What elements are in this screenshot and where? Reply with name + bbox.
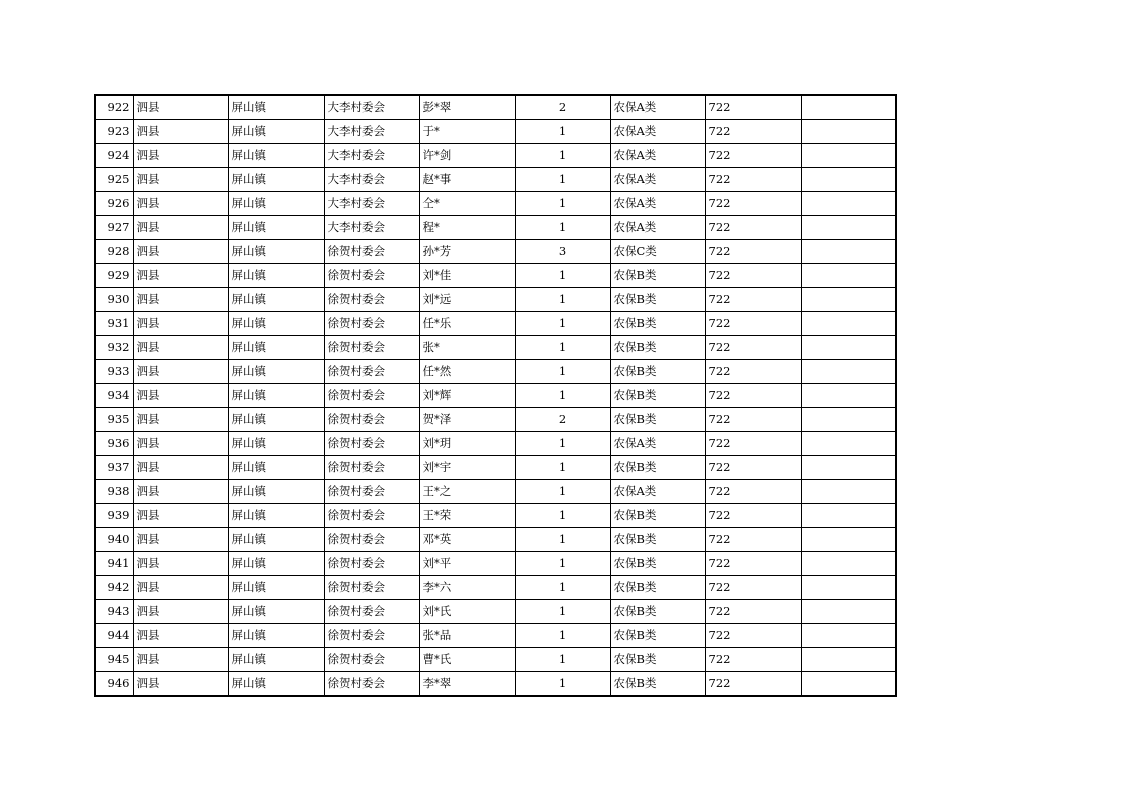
roster-table <box>94 94 897 697</box>
person-name-cell: 刘*平 <box>419 552 515 576</box>
village-committee-cell: 大李村委会 <box>324 192 419 216</box>
insurance-type-cell: 农保A类 <box>610 120 705 144</box>
note-cell <box>801 168 896 192</box>
county-cell: 泗县 <box>133 552 228 576</box>
table-row <box>95 480 896 504</box>
insurance-type-cell: 农保B类 <box>610 336 705 360</box>
amount-cell: 722 <box>705 528 801 552</box>
insurance-type-cell: 农保B类 <box>610 552 705 576</box>
person-name-cell: 任*然 <box>419 360 515 384</box>
table-row <box>95 240 896 264</box>
insurance-type-cell: 农保B类 <box>610 504 705 528</box>
insurance-type-cell: 农保B类 <box>610 528 705 552</box>
insurance-type-cell: 农保A类 <box>610 480 705 504</box>
row-number-cell: 945 <box>95 648 133 672</box>
note-cell <box>801 456 896 480</box>
row-number-cell: 937 <box>95 456 133 480</box>
amount-cell: 722 <box>705 336 801 360</box>
town-cell: 屏山镇 <box>228 480 324 504</box>
town-cell: 屏山镇 <box>228 95 324 120</box>
person-count-cell: 1 <box>515 648 610 672</box>
insurance-type-cell: 农保A类 <box>610 192 705 216</box>
county-cell: 泗县 <box>133 216 228 240</box>
amount-cell: 722 <box>705 600 801 624</box>
village-committee-cell: 大李村委会 <box>324 144 419 168</box>
person-count-cell: 2 <box>515 95 610 120</box>
note-cell <box>801 264 896 288</box>
insurance-type-cell: 农保B类 <box>610 648 705 672</box>
town-cell: 屏山镇 <box>228 360 324 384</box>
town-cell: 屏山镇 <box>228 120 324 144</box>
town-cell: 屏山镇 <box>228 432 324 456</box>
town-cell: 屏山镇 <box>228 168 324 192</box>
insurance-type-cell: 农保A类 <box>610 95 705 120</box>
person-name-cell: 于* <box>419 120 515 144</box>
town-cell: 屏山镇 <box>228 336 324 360</box>
table-row <box>95 216 896 240</box>
amount-cell: 722 <box>705 576 801 600</box>
person-count-cell: 1 <box>515 552 610 576</box>
person-count-cell: 1 <box>515 480 610 504</box>
insurance-type-cell: 农保B类 <box>610 624 705 648</box>
village-committee-cell: 徐贺村委会 <box>324 432 419 456</box>
insurance-type-cell: 农保B类 <box>610 456 705 480</box>
person-name-cell: 彭*翠 <box>419 95 515 120</box>
person-count-cell: 1 <box>515 216 610 240</box>
table-row <box>95 144 896 168</box>
town-cell: 屏山镇 <box>228 192 324 216</box>
table-row <box>95 648 896 672</box>
town-cell: 屏山镇 <box>228 264 324 288</box>
amount-cell: 722 <box>705 408 801 432</box>
town-cell: 屏山镇 <box>228 216 324 240</box>
village-committee-cell: 徐贺村委会 <box>324 648 419 672</box>
insurance-type-cell: 农保B类 <box>610 288 705 312</box>
person-name-cell: 刘*氏 <box>419 600 515 624</box>
person-count-cell: 3 <box>515 240 610 264</box>
amount-cell: 722 <box>705 504 801 528</box>
village-committee-cell: 徐贺村委会 <box>324 336 419 360</box>
insurance-type-cell: 农保A类 <box>610 144 705 168</box>
row-number-cell: 934 <box>95 384 133 408</box>
amount-cell: 722 <box>705 95 801 120</box>
town-cell: 屏山镇 <box>228 504 324 528</box>
table-row <box>95 528 896 552</box>
village-committee-cell: 徐贺村委会 <box>324 312 419 336</box>
insurance-type-cell: 农保B类 <box>610 576 705 600</box>
town-cell: 屏山镇 <box>228 576 324 600</box>
note-cell <box>801 288 896 312</box>
person-name-cell: 孙*芳 <box>419 240 515 264</box>
insurance-type-cell: 农保A类 <box>610 216 705 240</box>
note-cell <box>801 600 896 624</box>
county-cell: 泗县 <box>133 480 228 504</box>
person-name-cell: 刘*远 <box>419 288 515 312</box>
person-name-cell: 王*荣 <box>419 504 515 528</box>
person-name-cell: 刘*宇 <box>419 456 515 480</box>
note-cell <box>801 384 896 408</box>
table-row <box>95 192 896 216</box>
insurance-type-cell: 农保B类 <box>610 600 705 624</box>
town-cell: 屏山镇 <box>228 552 324 576</box>
table-row <box>95 95 896 120</box>
person-count-cell: 1 <box>515 360 610 384</box>
village-committee-cell: 大李村委会 <box>324 120 419 144</box>
town-cell: 屏山镇 <box>228 456 324 480</box>
note-cell <box>801 504 896 528</box>
county-cell: 泗县 <box>133 408 228 432</box>
village-committee-cell: 大李村委会 <box>324 95 419 120</box>
county-cell: 泗县 <box>133 264 228 288</box>
person-name-cell: 仝* <box>419 192 515 216</box>
note-cell <box>801 312 896 336</box>
table-row <box>95 600 896 624</box>
person-name-cell: 曹*氏 <box>419 648 515 672</box>
person-count-cell: 1 <box>515 384 610 408</box>
person-name-cell: 刘*辉 <box>419 384 515 408</box>
county-cell: 泗县 <box>133 528 228 552</box>
amount-cell: 722 <box>705 624 801 648</box>
row-number-cell: 942 <box>95 576 133 600</box>
village-committee-cell: 徐贺村委会 <box>324 528 419 552</box>
person-name-cell: 任*乐 <box>419 312 515 336</box>
town-cell: 屏山镇 <box>228 624 324 648</box>
town-cell: 屏山镇 <box>228 672 324 697</box>
amount-cell: 722 <box>705 672 801 697</box>
county-cell: 泗县 <box>133 168 228 192</box>
table-row <box>95 432 896 456</box>
table-row <box>95 456 896 480</box>
row-number-cell: 935 <box>95 408 133 432</box>
row-number-cell: 922 <box>95 95 133 120</box>
person-name-cell: 邓*英 <box>419 528 515 552</box>
note-cell <box>801 240 896 264</box>
row-number-cell: 933 <box>95 360 133 384</box>
row-number-cell: 944 <box>95 624 133 648</box>
town-cell: 屏山镇 <box>228 312 324 336</box>
person-count-cell: 1 <box>515 120 610 144</box>
table-row <box>95 120 896 144</box>
county-cell: 泗县 <box>133 672 228 697</box>
person-name-cell: 程* <box>419 216 515 240</box>
person-count-cell: 1 <box>515 504 610 528</box>
note-cell <box>801 120 896 144</box>
table-row <box>95 552 896 576</box>
note-cell <box>801 360 896 384</box>
person-count-cell: 1 <box>515 168 610 192</box>
table-row <box>95 336 896 360</box>
county-cell: 泗县 <box>133 240 228 264</box>
table-row <box>95 168 896 192</box>
village-committee-cell: 大李村委会 <box>324 216 419 240</box>
table-row <box>95 576 896 600</box>
village-committee-cell: 徐贺村委会 <box>324 360 419 384</box>
roster-table-body <box>95 95 896 696</box>
village-committee-cell: 徐贺村委会 <box>324 480 419 504</box>
row-number-cell: 929 <box>95 264 133 288</box>
insurance-type-cell: 农保B类 <box>610 384 705 408</box>
amount-cell: 722 <box>705 552 801 576</box>
village-committee-cell: 徐贺村委会 <box>324 576 419 600</box>
row-number-cell: 925 <box>95 168 133 192</box>
note-cell <box>801 552 896 576</box>
person-count-cell: 1 <box>515 336 610 360</box>
person-name-cell: 许*剑 <box>419 144 515 168</box>
county-cell: 泗县 <box>133 384 228 408</box>
village-committee-cell: 大李村委会 <box>324 168 419 192</box>
person-count-cell: 1 <box>515 624 610 648</box>
village-committee-cell: 徐贺村委会 <box>324 456 419 480</box>
person-count-cell: 1 <box>515 456 610 480</box>
table-row <box>95 360 896 384</box>
county-cell: 泗县 <box>133 576 228 600</box>
table-row <box>95 672 896 697</box>
town-cell: 屏山镇 <box>228 408 324 432</box>
amount-cell: 722 <box>705 648 801 672</box>
village-committee-cell: 徐贺村委会 <box>324 288 419 312</box>
county-cell: 泗县 <box>133 648 228 672</box>
amount-cell: 722 <box>705 168 801 192</box>
table-row <box>95 624 896 648</box>
village-committee-cell: 徐贺村委会 <box>324 672 419 697</box>
note-cell <box>801 192 896 216</box>
person-name-cell: 刘*玥 <box>419 432 515 456</box>
person-count-cell: 1 <box>515 264 610 288</box>
amount-cell: 722 <box>705 288 801 312</box>
note-cell <box>801 576 896 600</box>
amount-cell: 722 <box>705 192 801 216</box>
note-cell <box>801 432 896 456</box>
town-cell: 屏山镇 <box>228 528 324 552</box>
person-name-cell: 贺*泽 <box>419 408 515 432</box>
person-count-cell: 1 <box>515 600 610 624</box>
row-number-cell: 932 <box>95 336 133 360</box>
row-number-cell: 936 <box>95 432 133 456</box>
note-cell <box>801 672 896 697</box>
county-cell: 泗县 <box>133 144 228 168</box>
row-number-cell: 924 <box>95 144 133 168</box>
village-committee-cell: 徐贺村委会 <box>324 552 419 576</box>
insurance-type-cell: 农保B类 <box>610 264 705 288</box>
row-number-cell: 938 <box>95 480 133 504</box>
person-name-cell: 张*品 <box>419 624 515 648</box>
county-cell: 泗县 <box>133 192 228 216</box>
row-number-cell: 927 <box>95 216 133 240</box>
row-number-cell: 941 <box>95 552 133 576</box>
person-count-cell: 2 <box>515 408 610 432</box>
note-cell <box>801 336 896 360</box>
row-number-cell: 930 <box>95 288 133 312</box>
row-number-cell: 928 <box>95 240 133 264</box>
amount-cell: 722 <box>705 384 801 408</box>
amount-cell: 722 <box>705 360 801 384</box>
row-number-cell: 931 <box>95 312 133 336</box>
village-committee-cell: 徐贺村委会 <box>324 264 419 288</box>
person-name-cell: 刘*佳 <box>419 264 515 288</box>
county-cell: 泗县 <box>133 624 228 648</box>
county-cell: 泗县 <box>133 504 228 528</box>
person-count-cell: 1 <box>515 144 610 168</box>
town-cell: 屏山镇 <box>228 384 324 408</box>
amount-cell: 722 <box>705 216 801 240</box>
village-committee-cell: 徐贺村委会 <box>324 240 419 264</box>
table-row <box>95 264 896 288</box>
note-cell <box>801 624 896 648</box>
village-committee-cell: 徐贺村委会 <box>324 600 419 624</box>
county-cell: 泗县 <box>133 600 228 624</box>
village-committee-cell: 徐贺村委会 <box>324 408 419 432</box>
county-cell: 泗县 <box>133 95 228 120</box>
note-cell <box>801 95 896 120</box>
insurance-type-cell: 农保B类 <box>610 672 705 697</box>
town-cell: 屏山镇 <box>228 240 324 264</box>
note-cell <box>801 216 896 240</box>
row-number-cell: 923 <box>95 120 133 144</box>
note-cell <box>801 480 896 504</box>
county-cell: 泗县 <box>133 288 228 312</box>
note-cell <box>801 144 896 168</box>
row-number-cell: 943 <box>95 600 133 624</box>
amount-cell: 722 <box>705 456 801 480</box>
note-cell <box>801 648 896 672</box>
county-cell: 泗县 <box>133 120 228 144</box>
amount-cell: 722 <box>705 264 801 288</box>
village-committee-cell: 徐贺村委会 <box>324 384 419 408</box>
person-count-cell: 1 <box>515 672 610 697</box>
row-number-cell: 946 <box>95 672 133 697</box>
table-row <box>95 504 896 528</box>
amount-cell: 722 <box>705 144 801 168</box>
insurance-type-cell: 农保B类 <box>610 360 705 384</box>
town-cell: 屏山镇 <box>228 600 324 624</box>
amount-cell: 722 <box>705 480 801 504</box>
insurance-type-cell: 农保C类 <box>610 240 705 264</box>
person-name-cell: 李*六 <box>419 576 515 600</box>
row-number-cell: 940 <box>95 528 133 552</box>
person-name-cell: 李*翠 <box>419 672 515 697</box>
amount-cell: 722 <box>705 312 801 336</box>
note-cell <box>801 528 896 552</box>
person-count-cell: 1 <box>515 576 610 600</box>
insurance-type-cell: 农保B类 <box>610 312 705 336</box>
amount-cell: 722 <box>705 432 801 456</box>
person-count-cell: 1 <box>515 192 610 216</box>
county-cell: 泗县 <box>133 432 228 456</box>
row-number-cell: 939 <box>95 504 133 528</box>
person-name-cell: 王*之 <box>419 480 515 504</box>
note-cell <box>801 408 896 432</box>
row-number-cell: 926 <box>95 192 133 216</box>
person-name-cell: 赵*事 <box>419 168 515 192</box>
amount-cell: 722 <box>705 240 801 264</box>
town-cell: 屏山镇 <box>228 648 324 672</box>
town-cell: 屏山镇 <box>228 288 324 312</box>
village-committee-cell: 徐贺村委会 <box>324 504 419 528</box>
insurance-type-cell: 农保B类 <box>610 408 705 432</box>
town-cell: 屏山镇 <box>228 144 324 168</box>
person-count-cell: 1 <box>515 312 610 336</box>
county-cell: 泗县 <box>133 456 228 480</box>
table-row <box>95 288 896 312</box>
amount-cell: 722 <box>705 120 801 144</box>
table-row <box>95 384 896 408</box>
person-count-cell: 1 <box>515 432 610 456</box>
county-cell: 泗县 <box>133 336 228 360</box>
person-count-cell: 1 <box>515 288 610 312</box>
county-cell: 泗县 <box>133 360 228 384</box>
table-row <box>95 312 896 336</box>
person-count-cell: 1 <box>515 528 610 552</box>
insurance-type-cell: 农保A类 <box>610 168 705 192</box>
insurance-type-cell: 农保A类 <box>610 432 705 456</box>
village-committee-cell: 徐贺村委会 <box>324 624 419 648</box>
table-row <box>95 408 896 432</box>
person-name-cell: 张* <box>419 336 515 360</box>
county-cell: 泗县 <box>133 312 228 336</box>
